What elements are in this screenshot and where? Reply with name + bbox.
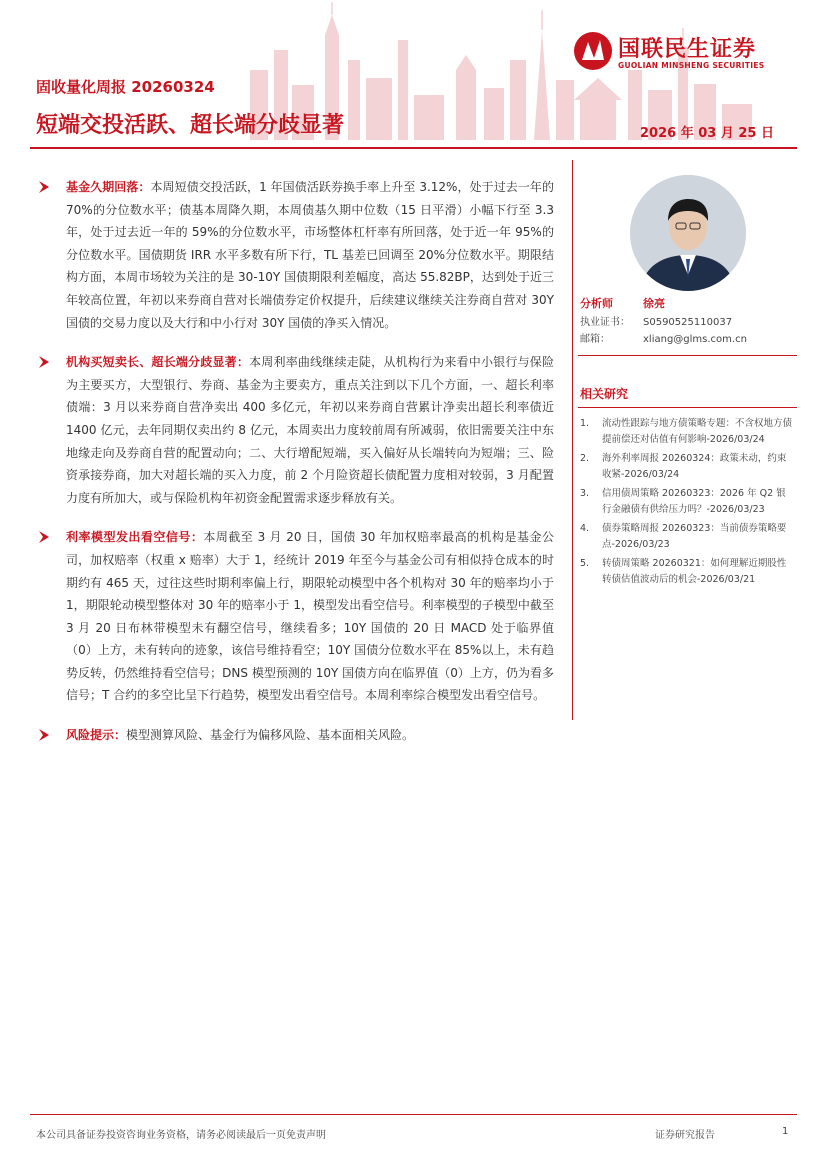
analyst-info — [580, 295, 795, 348]
item-number: 4. — [580, 523, 590, 534]
item-text: 信用债周策略 20260323：2026 年 Q2 银行金融债有供给压力吗？-2026/03/23 — [602, 488, 786, 515]
analyst-portrait-icon — [630, 175, 746, 291]
sidebar-divider — [572, 160, 573, 720]
main-content — [36, 176, 554, 764]
section-heading: 机构买短卖长、超长端分歧显著： — [66, 355, 250, 370]
email-link[interactable]: xliang@glms.com.cn — [643, 334, 747, 345]
related-research — [580, 385, 795, 591]
page-title: 短端交投活跃、超长端分歧显著 — [36, 113, 345, 138]
section-body: 本周截至 3 月 20 日，国债 30 年加权赔率最高的机构是基金公司，加权赔率（权重 x 赔率）大于 1，经统计 2019 年至今与基金公司有相似持仓成本的时期约有 465 天，过往这些时期利率偏上行，期限轮动模型中各个机构对 30 年的赔率均小于 1，期限轮动模型整体对 30 年的赔率小于 1，模型发出看空信号。利率模型的子模型中截至 3 月 20 日布林带模型未有翻空信号，继续看多；10Y 国债的 20 日 MACD 处于临界值（0）上方，未有转向的迹象，该信号维持看空；10Y 国债分位数水平在 85%以上，未有趋势反转，仍然维持看空信号；DNS 模型预测的 10Y 国债方向在临界值（0）上方，仍为看多信号；T 合约的多空比呈下行趋势，模型发出看空信号。本周利率综合模型发出看空信号。 — [66, 530, 554, 703]
footer-divider — [30, 1114, 797, 1115]
section-rate-model — [36, 526, 554, 707]
item-number: 5. — [580, 558, 590, 569]
brand-name-cn: 国联民生证券 — [618, 37, 757, 62]
section-institution-behavior — [36, 351, 554, 509]
section-heading: 风险提示： — [66, 728, 127, 743]
logo-mark-icon — [572, 30, 614, 72]
analyst-photo — [630, 175, 746, 291]
brand-name-en: GUOLIAN MINSHENG SECURITIES — [618, 61, 765, 70]
cert-value: S0590525110037 — [643, 317, 733, 328]
item-text: 债券策略周报 20260323：当前债券策略要点-2026/03/23 — [602, 523, 787, 550]
bullet-arrow-icon — [38, 180, 50, 194]
list-item[interactable] — [580, 451, 795, 483]
section-heading: 基金久期回落： — [66, 180, 151, 194]
item-number: 3. — [580, 488, 590, 499]
footer-doc-type: 证券研究报告 — [655, 1130, 715, 1141]
section-fund-duration — [36, 176, 554, 334]
report-date: 2026 年 03 月 25 日 — [640, 126, 774, 141]
section-body: 模型测算风险、基金行为偏移风险、基本面相关风险。 — [126, 728, 415, 743]
company-logo — [572, 30, 802, 80]
bullet-arrow-icon — [38, 728, 50, 742]
item-text: 流动性跟踪与地方债策略专题：不含权地方债提前偿还对估值有何影响-2026/03/24 — [602, 418, 793, 445]
related-list — [580, 416, 795, 588]
section-heading: 利率模型发出看空信号： — [66, 530, 204, 545]
report-series: 固收量化周报 20260324 — [36, 78, 215, 96]
item-text: 转债周策略 20260321：如何理解近期股性转债估值波动后的机会-2026/03/21 — [602, 558, 787, 585]
item-number: 1. — [580, 418, 590, 429]
header-divider — [30, 147, 797, 149]
footer-disclaimer: 本公司具备证券投资咨询业务资格，请务必阅读最后一页免责声明 — [36, 1130, 326, 1141]
cert-label: 执业证书： — [580, 317, 630, 328]
page-number: 1 — [782, 1126, 789, 1137]
bullet-arrow-icon — [38, 355, 50, 369]
related-divider — [578, 407, 797, 408]
section-body: 本周短债交投活跃，1 年国债活跃券换手率上升至 3.12%，处于过去一年的 70%的分位数水平；债基本周降久期，本周债基久期中位数（15 日平滑）小幅下行至 3.3 年，处于过去近一年的 59%的分位数水平，市场整体杠杆率有所回落，处于近一年 95%的分位数水平。国债期货 IRR 水平多数有所下行，TL 基差已回调至 20%分位数水平。期限结构方面，本周市场较为关注的是 30-10Y 国债期限利差幅度，高达 55.82BP，达到处于近三年较高位置，年初以来券商自营对长端债券定价权提升，后续建议继续关注券商自营对 30Y 国债的交易力度以及大行和中小行对 30Y 国债的净买入情况。 — [66, 180, 554, 330]
list-item[interactable] — [580, 556, 795, 588]
section-risk-warning — [36, 724, 554, 747]
item-text: 海外利率周报 20260324：政策未动，约束收紧-2026/03/24 — [602, 453, 787, 480]
analyst-divider — [578, 355, 797, 356]
section-body: 本周利率曲线继续走陡，从机构行为来看中小银行与保险为主要买方，大型银行、券商、基金为主要卖方，重点关注到以下几个方面，一、超长利率债端：3 月以来券商自营净卖出 400 多亿元，年初以来券商自营累计净卖出超长利率债近 1400 亿元，去年同期仅卖出约 8 亿元，本周卖出力度较前周有所减弱，依旧需要关注中东地缘走向及券商自营的配置动向；二、大行增配短端，买入偏好从长端转向为短端；三、险资承接券商，加大对超长端的买入力度，前 2 个月险资超长债配置力度相对较弱，3 月配置力度有所加大，或与保险机构年初资金配置需求逐步释放有关。 — [66, 355, 554, 505]
analyst-name: 徐亮 — [643, 297, 665, 310]
list-item[interactable] — [580, 486, 795, 518]
list-item[interactable] — [580, 521, 795, 553]
bullet-arrow-icon — [38, 530, 50, 544]
item-number: 2. — [580, 453, 590, 464]
list-item[interactable] — [580, 416, 795, 448]
email-label: 邮箱： — [580, 334, 610, 345]
analyst-role-label: 分析师 — [580, 297, 613, 310]
related-heading: 相关研究 — [580, 387, 629, 401]
